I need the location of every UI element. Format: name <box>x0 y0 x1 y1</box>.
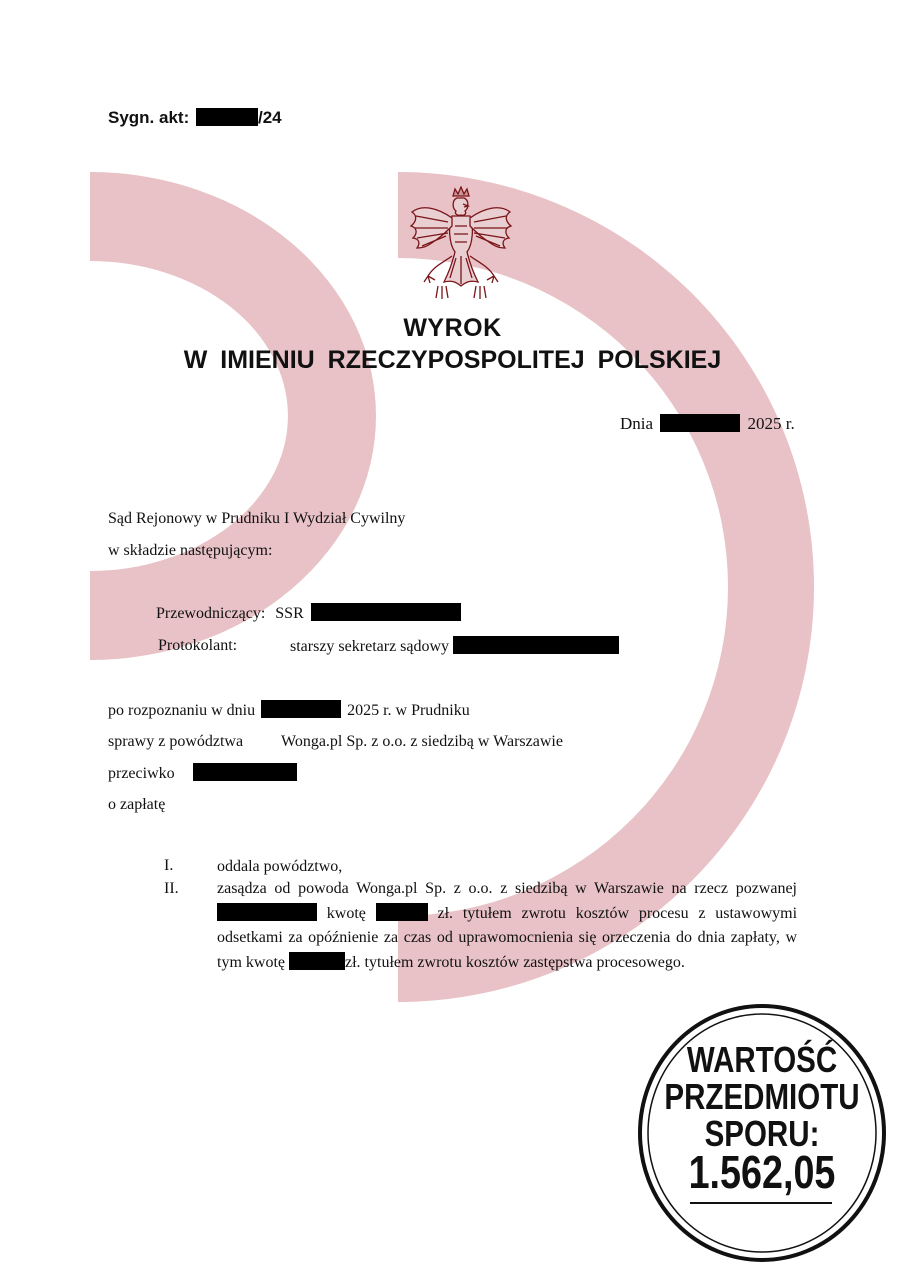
case-signature <box>108 108 282 128</box>
court-composition-intro: w składzie następującym: <box>108 542 273 559</box>
watermark-arc-left <box>90 172 376 660</box>
redaction-defendant <box>193 763 297 781</box>
ruling-2-part1: zasądza od powoda Wonga.pl Sp. z o.o. z siedzibą w Warszawie na rzecz pozwanej <box>217 880 797 897</box>
chair-label: Przewodniczący: <box>156 605 266 622</box>
redaction-amount-costs <box>376 903 428 921</box>
redaction-case-number <box>196 108 258 126</box>
date-suffix: 2025 r. <box>747 414 795 433</box>
redaction-chair-name <box>311 603 461 621</box>
hearing-suffix: 2025 r. w Prudniku <box>347 702 470 719</box>
ruling-2-text <box>217 877 797 975</box>
stamp-line-3: SPORU: <box>704 1113 820 1154</box>
stamp-value: 1.562,05 <box>688 1146 836 1198</box>
ruling-2-part2: kwotę <box>326 904 366 922</box>
ruling-2-part3: zł. tytułem zwrotu kosztów procesu z ustawowymi odsetkami za opóźnienie za czas od uprawomocnienia się orzeczenia do dnia zapłaty, w tym kwotę <box>217 904 798 971</box>
plaintiff-value: Wonga.pl Sp. z o.o. z siedzibą w Warszawie <box>281 733 563 750</box>
clerk-label: Protokolant: <box>158 637 238 654</box>
hearing-prefix: po rozpoznaniu w dniu <box>108 702 256 719</box>
title-name-of-republic: W IMIENIU RZECZYPOSPOLITEJ POLSKIEJ <box>183 346 722 374</box>
ruling-2-number: II. <box>164 880 179 897</box>
date-prefix: Dnia <box>620 414 654 433</box>
ruling-1-number: I. <box>164 857 174 874</box>
clerk-value: starszy sekretarz sądowy <box>290 638 450 655</box>
case-signature-suffix: /24 <box>257 108 282 127</box>
eagle-emblem-icon <box>408 186 514 302</box>
court-name: Sąd Rejonowy w Prudniku I Wydział Cywilny <box>108 510 406 527</box>
case-signature-label: Sygn. akt: <box>108 108 190 127</box>
plaintiff-label: sprawy z powództwa <box>108 733 244 750</box>
redaction-hearing-date <box>261 700 341 718</box>
subject-of-case: o zapłatę <box>108 796 166 813</box>
clerk-row <box>290 636 619 657</box>
defendant-row <box>108 763 297 784</box>
ruling-1-text: oddala powództwo, <box>217 858 343 875</box>
judgment-date <box>620 414 795 434</box>
redaction-defendant-2 <box>217 903 317 921</box>
chair-value: SSR <box>275 605 304 622</box>
stamp-line-1: WARTOŚĆ <box>686 1039 838 1080</box>
redaction-clerk-name <box>453 636 619 654</box>
title-judgment: WYROK <box>403 314 502 342</box>
redaction-amount-representation <box>289 952 345 970</box>
chair-row <box>156 603 461 624</box>
redaction-date <box>660 414 740 432</box>
hearing-line <box>108 700 470 721</box>
ruling-2-part4: zł. tytułem zwrotu kosztów zastępstwa procesowego. <box>345 953 685 971</box>
defendant-label: przeciwko <box>108 765 175 782</box>
stamp-line-2: PRZEDMIOTU <box>664 1076 860 1117</box>
